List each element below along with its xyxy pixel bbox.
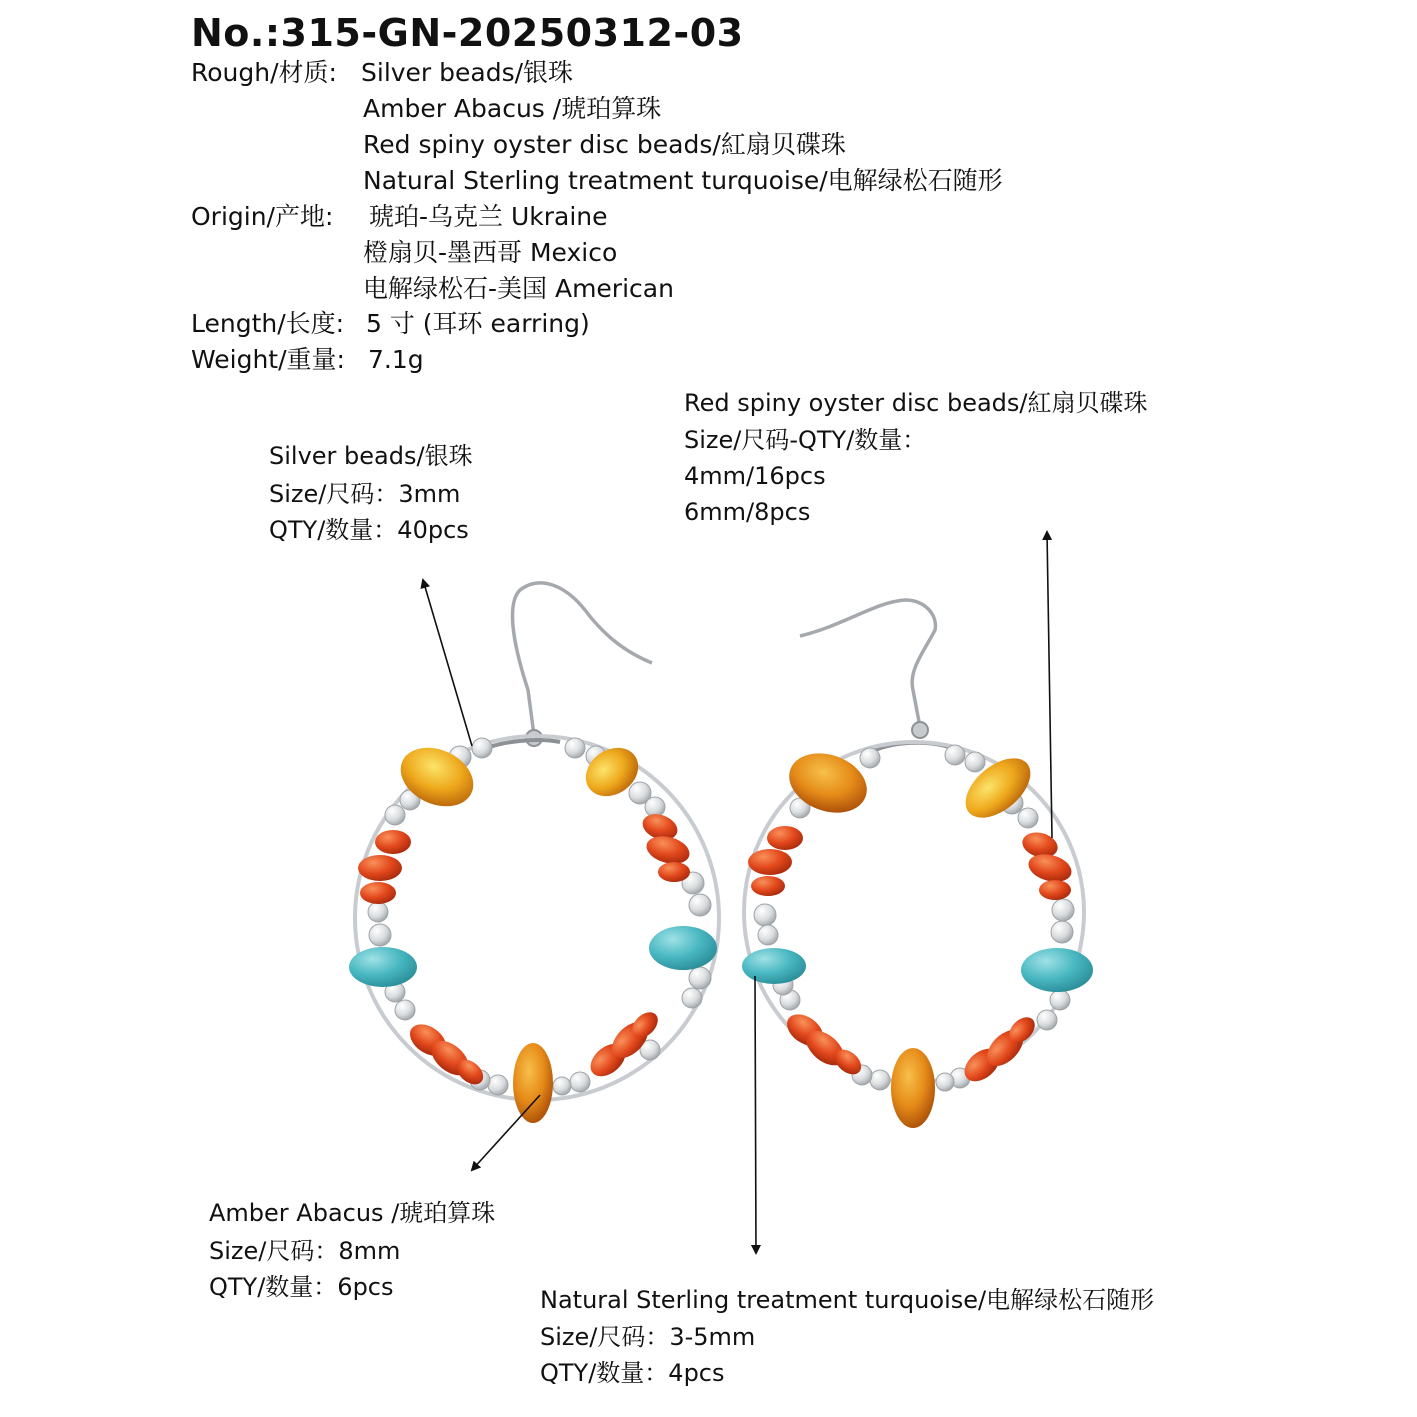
left-amber-bead-bottom xyxy=(513,1043,553,1123)
right-turquoise-bead-left xyxy=(742,948,806,984)
callout-silver-qty: QTY/数量：40pcs xyxy=(269,516,469,544)
right-hoop xyxy=(742,742,1093,1128)
callout-amber-size: Size/尺码：8mm xyxy=(209,1237,401,1265)
arrow-red-oyster xyxy=(1047,532,1052,838)
rough-item-red-oyster: Red spiny oyster disc beads/紅扇贝碟珠 xyxy=(363,130,846,159)
callout-amber-name: Amber Abacus /琥珀算珠 xyxy=(209,1199,496,1227)
callout-amber-qty: QTY/数量：6pcs xyxy=(209,1273,394,1301)
arrow-turquoise xyxy=(755,976,756,1253)
left-hoop xyxy=(349,736,719,1123)
callout-red-line1: 4mm/16pcs xyxy=(684,462,826,490)
left-turquoise-bead-left xyxy=(349,947,417,987)
callout-turquoise-size: Size/尺码：3-5mm xyxy=(540,1323,756,1351)
callout-red-line2: 6mm/8pcs xyxy=(684,498,811,526)
product-code-title: No.:315-GN-20250312-03 xyxy=(191,11,744,55)
origin-label: Origin/产地: xyxy=(191,202,334,231)
rough-label: Rough/材质: xyxy=(191,58,337,87)
rough-item-silver: Silver beads/银珠 xyxy=(361,58,574,87)
callout-red-name: Red spiny oyster disc beads/紅扇贝碟珠 xyxy=(684,389,1148,417)
callout-turquoise-name: Natural Sterling treatment turquoise/电解绿松石随形 xyxy=(540,1286,1155,1314)
callout-silver-name: Silver beads/银珠 xyxy=(269,442,473,470)
rough-item-turquoise: Natural Sterling treatment turquoise/电解绿松石随形 xyxy=(363,166,1003,195)
right-earring-hook xyxy=(800,600,960,752)
origin-oyster: 橙扇贝-墨西哥 Mexico xyxy=(363,238,618,267)
left-earring-hook xyxy=(478,583,652,752)
arrow-silver xyxy=(423,580,472,746)
right-turquoise-bead-right xyxy=(1021,948,1093,992)
left-turquoise-bead-right xyxy=(649,926,717,970)
rough-item-amber: Amber Abacus /琥珀算珠 xyxy=(363,94,662,123)
origin-turquoise: 电解绿松石-美国 American xyxy=(363,274,674,303)
callout-red-sizeqty: Size/尺码-QTY/数量： xyxy=(684,426,927,454)
length-value: 5 寸 (耳环 earring) xyxy=(366,309,590,338)
arrow-amber xyxy=(472,1095,540,1170)
right-amber-bead-bottom xyxy=(891,1048,935,1128)
origin-amber: 琥珀-乌克兰 Ukraine xyxy=(369,202,608,231)
callout-turquoise-qty: QTY/数量：4pcs xyxy=(540,1359,725,1387)
callout-silver-size: Size/尺码：3mm xyxy=(269,480,461,508)
length-label: Length/长度: xyxy=(191,309,345,338)
weight-label: Weight/重量: xyxy=(191,345,345,374)
weight-value: 7.1g xyxy=(368,345,424,374)
